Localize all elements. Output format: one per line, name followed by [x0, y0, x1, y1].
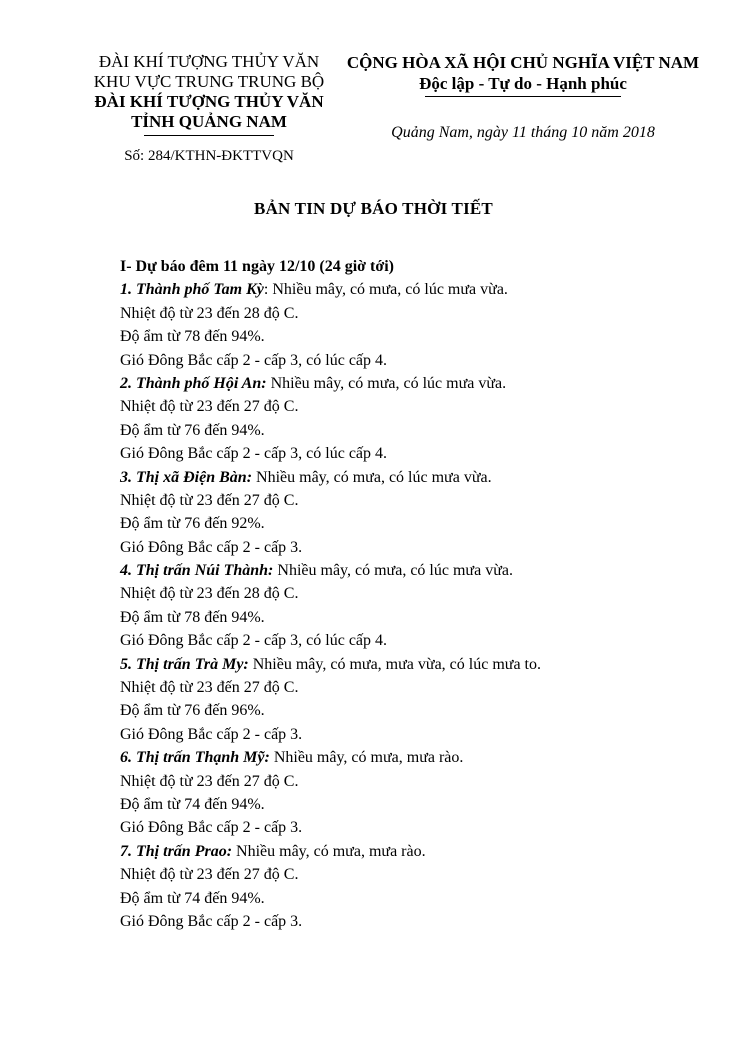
forecast-body: [120, 255, 720, 933]
location-block-4: [120, 559, 720, 653]
location-separator: :: [263, 281, 273, 299]
weather-description: Nhiều mây, có mưa, có lúc mưa vừa.: [272, 281, 508, 299]
location-name: 7. Thị trấn Prao:: [120, 842, 233, 860]
wind-line: Gió Đông Bắc cấp 2 - cấp 3.: [120, 538, 303, 556]
wind-line: Gió Đông Bắc cấp 2 - cấp 3.: [120, 819, 303, 837]
weather-description: Nhiều mây, có mưa, có lúc mưa vừa.: [270, 374, 507, 392]
agency-line-4: TỈNH QUẢNG NAM: [131, 112, 287, 131]
wind-line: Gió Đông Bắc cấp 2 - cấp 3.: [120, 725, 303, 743]
wind-line: Gió Đông Bắc cấp 2 - cấp 3, có lúc cấp 4.: [120, 351, 388, 369]
humidity-line: Độ ẩm từ 76 đến 92%.: [120, 515, 265, 533]
temperature-line: Nhiệt độ từ 23 đến 27 độ C.: [120, 866, 299, 884]
location-name: 1. Thành phố Tam Kỳ: [120, 281, 264, 299]
wind-line: Gió Đông Bắc cấp 2 - cấp 3.: [120, 912, 303, 930]
wind-line: Gió Đông Bắc cấp 2 - cấp 3, có lúc cấp 4.: [120, 445, 388, 463]
location-title-line: [120, 840, 720, 863]
location-title-line: [120, 372, 720, 395]
document-title: BẢN TIN DỰ BÁO THỜI TIẾT: [254, 199, 493, 218]
agency-line-3: ĐÀI KHÍ TƯỢNG THỦY VĂN: [94, 92, 324, 111]
temperature-line: Nhiệt độ từ 23 đến 28 độ C.: [120, 585, 299, 603]
weather-description: Nhiều mây, có mưa, mưa rào.: [273, 749, 464, 767]
temperature-line: Nhiệt độ từ 23 đến 27 độ C.: [120, 398, 299, 416]
document-number: Số: 284/KTHN-ĐKTTVQN: [124, 148, 294, 164]
temperature-line: Nhiệt độ từ 23 đến 28 độ C.: [120, 304, 299, 322]
humidity-line: Độ ẩm từ 76 đến 94%.: [120, 421, 265, 439]
location-block-3: [120, 466, 720, 560]
location-block-5: [120, 653, 720, 747]
agency-line-1: ĐÀI KHÍ TƯỢNG THỦY VĂN: [98, 52, 320, 71]
temperature-line: Nhiệt độ từ 23 đến 27 độ C.: [120, 491, 299, 509]
location-block-1: [120, 278, 720, 372]
motto-divider: [425, 96, 621, 97]
weather-description: Nhiều mây, có mưa, có lúc mưa vừa.: [277, 562, 513, 580]
agency-line-2: KHU VỰC TRUNG TRUNG BỘ: [93, 72, 325, 91]
temperature-line: Nhiệt độ từ 23 đến 27 độ C.: [120, 772, 299, 790]
location-name: 3. Thị xã Điện Bàn:: [120, 468, 253, 486]
weather-description: Nhiều mây, có mưa, mưa vừa, có lúc mưa to.: [252, 655, 541, 673]
humidity-line: Độ ẩm từ 78 đến 94%.: [120, 328, 265, 346]
location-title-line: [120, 653, 720, 676]
issue-date: Quảng Nam, ngày 11 tháng 10 năm 2018: [391, 124, 655, 141]
national-motto: Độc lập - Tự do - Hạnh phúc: [419, 74, 627, 93]
section-heading: I- Dự báo đêm 11 ngày 12/10 (24 giờ tới): [120, 258, 394, 275]
location-title-line: [120, 559, 720, 582]
weather-description: Nhiều mây, có mưa, mưa rào.: [236, 842, 426, 860]
humidity-line: Độ ẩm từ 78 đến 94%.: [120, 608, 265, 626]
location-name: 5. Thị trấn Trà My:: [120, 655, 249, 673]
weather-description: Nhiều mây, có mưa, có lúc mưa vừa.: [256, 468, 492, 486]
humidity-line: Độ ẩm từ 76 đến 96%.: [120, 702, 265, 720]
agency-divider: [144, 135, 274, 136]
national-header: [340, 52, 706, 97]
humidity-line: Độ ẩm từ 74 đến 94%.: [120, 889, 265, 907]
location-title-line: [120, 746, 720, 769]
agency-header: [78, 52, 340, 166]
wind-line: Gió Đông Bắc cấp 2 - cấp 3, có lúc cấp 4.: [120, 632, 388, 650]
location-title-line: [120, 278, 720, 301]
location-block-7: [120, 840, 720, 934]
location-name: 4. Thị trấn Núi Thành:: [120, 562, 274, 580]
location-name: 6. Thị trấn Thạnh Mỹ:: [120, 749, 270, 767]
temperature-line: Nhiệt độ từ 23 đến 27 độ C.: [120, 679, 299, 697]
location-name: 2. Thành phố Hội An:: [120, 374, 267, 392]
location-title-line: [120, 466, 720, 489]
location-block-6: [120, 746, 720, 840]
humidity-line: Độ ẩm từ 74 đến 94%.: [120, 795, 265, 813]
nation-name: CỘNG HÒA XÃ HỘI CHỦ NGHĨA VIỆT NAM: [346, 53, 700, 72]
location-block-2: [120, 372, 720, 466]
